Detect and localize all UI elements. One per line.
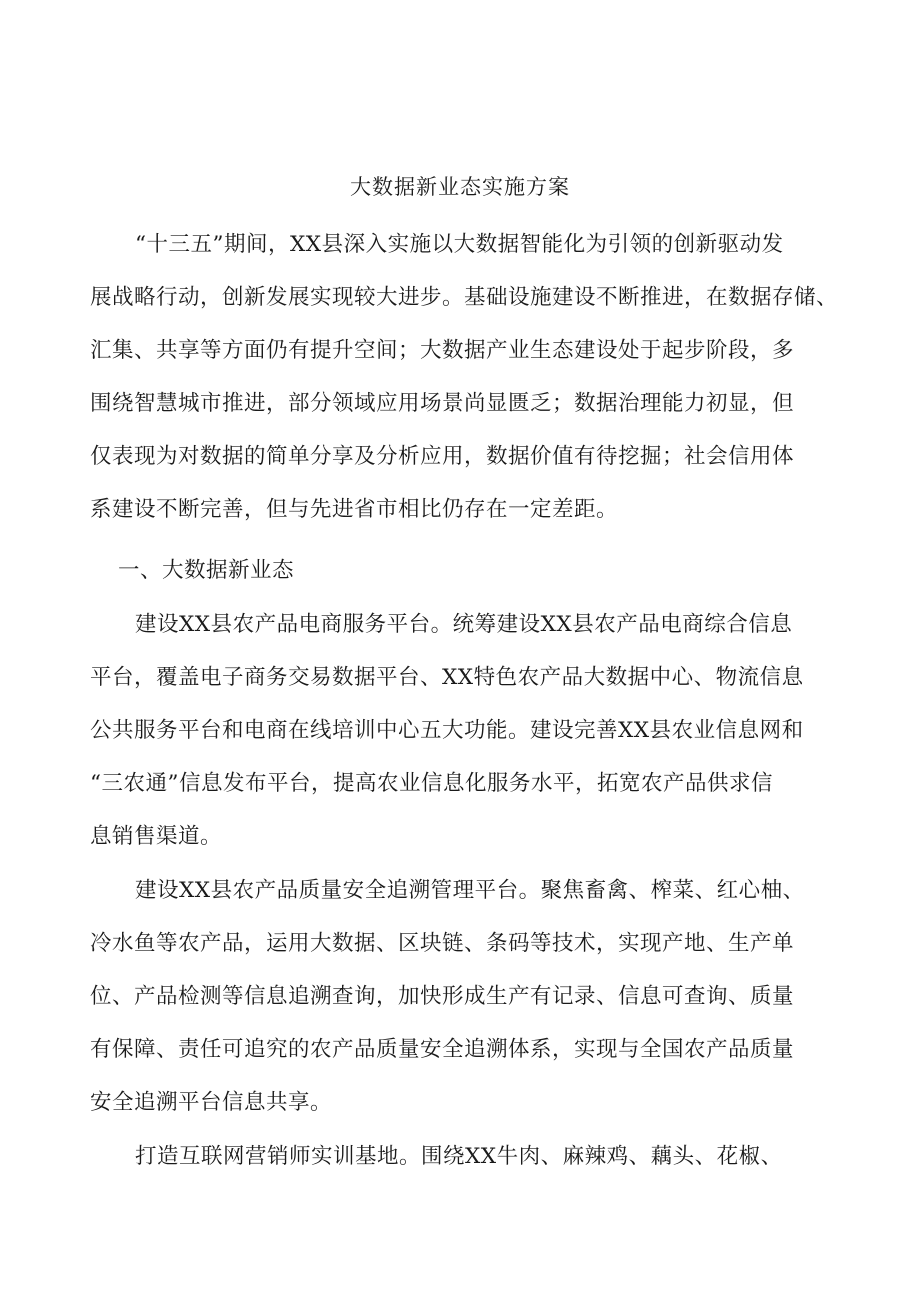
intro-line-3: 汇集、共享等方面仍有提升空间；大数据产业生态建设处于起步阶段，多 [90, 338, 795, 363]
para2-line-4: 有保障、责任可追究的农产品质量安全追溯体系，实现与全国农产品质量 [90, 1037, 795, 1062]
intro-line-2: 展战略行动，创新发展实现较大进步。基础设施建设不断推进，在数据存储、 [90, 285, 839, 310]
intro-line-4: 围绕智慧城市推进，部分领域应用场景尚显匮乏；数据治理能力初显，但 [90, 391, 795, 416]
para2-line-5: 安全追溯平台信息共享。 [90, 1090, 333, 1115]
para1-line-3: 公共服务平台和电商在线培训中心五大功能。建设完善XX县农业信息网和 [90, 718, 804, 743]
intro-line-6: 系建设不断完善，但与先进省市相比仍存在一定差距。 [90, 497, 619, 522]
para1-line-5: 息销售渠道。 [90, 824, 223, 849]
document-title: 大数据新业态实施方案 [350, 175, 570, 199]
section-heading: 一、大数据新业态 [118, 558, 295, 583]
para1-line-2: 平台，覆盖电子商务交易数据平台、XX特色农产品大数据中心、物流信息 [90, 665, 804, 690]
para1-line-4: “三农通”信息发布平台，提高农业信息化服务水平，拓宽农产品供求信 [90, 771, 773, 796]
para2-line-2: 冷水鱼等农产品，运用大数据、区块链、条码等技术，实现产地、生产单 [90, 931, 795, 956]
para1-line-1: 建设XX县农产品电商服务平台。统筹建设XX县农产品电商综合信息 [135, 612, 793, 637]
intro-line-5: 仅表现为对数据的简单分享及分析应用，数据价值有待挖掘；社会信用体 [90, 444, 795, 469]
para2-line-3: 位、产品检测等信息追溯查询，加快形成生产有记录、信息可查询、质量 [90, 984, 795, 1009]
para2-line-1: 建设XX县农产品质量安全追溯管理平台。聚焦畜禽、榨菜、红心柚、 [135, 878, 805, 903]
intro-line-1: “十三五”期间，XX县深入实施以大数据智能化为引领的创新驱动发 [135, 232, 784, 257]
para3-line-1: 打造互联网营销师实训基地。围绕XX牛肉、麻辣鸡、藕头、花椒、 [135, 1144, 783, 1169]
